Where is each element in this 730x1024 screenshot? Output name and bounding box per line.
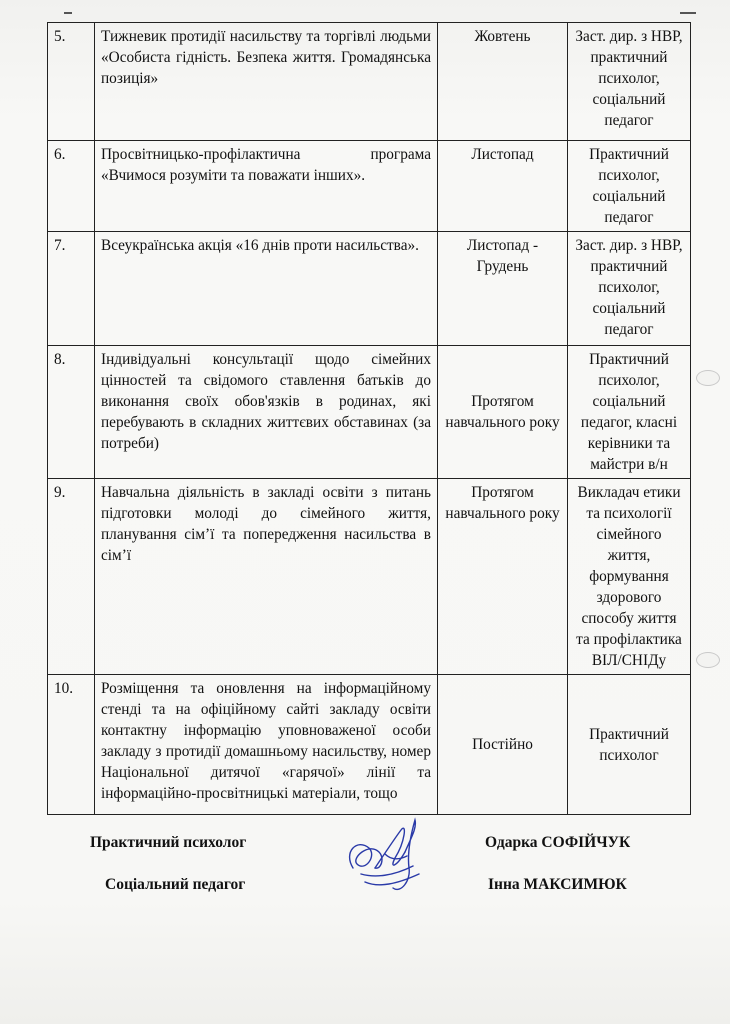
table-row xyxy=(48,479,691,675)
term-cell: Постійно xyxy=(438,675,568,815)
row-number: 5. xyxy=(48,23,95,141)
punch-hole xyxy=(696,370,720,386)
responsible-cell: Заст. дир. з НВР, практичний психолог, соціальний педагог xyxy=(568,23,691,141)
scan-mark xyxy=(64,12,72,14)
psychologist-name: Одарка СОФІЙЧУК xyxy=(485,834,631,851)
row-number: 6. xyxy=(48,141,95,232)
pedagogue-title: Соціальний педагог xyxy=(105,876,246,893)
activity-text: Всеукраїнська акція «16 днів проти насильства». xyxy=(95,232,438,346)
row-number: 9. xyxy=(48,479,95,675)
activity-text: Навчальна діяльність в закладі освіти з питань підготовки молоді до сімейного життя, планування сім’ї та попередження насильства в сім’ї xyxy=(95,479,438,675)
term-cell: Жовтень xyxy=(438,23,568,141)
row-number: 8. xyxy=(48,346,95,479)
term-cell: Протягом навчального року xyxy=(438,479,568,675)
responsible-cell: Практичний психолог, соціальний педагог, класні керівники та майстри в/н xyxy=(568,346,691,479)
punch-hole xyxy=(696,652,720,668)
psychologist-title: Практичний психолог xyxy=(90,834,247,851)
activity-text: Просвітницько-профілактична програма «Вчимося розуміти та поважати інших». xyxy=(95,141,438,232)
responsible-cell: Практичний психолог xyxy=(568,675,691,815)
handwritten-signature xyxy=(335,808,435,900)
row-number: 7. xyxy=(48,232,95,346)
responsible-cell: Практичний психолог, соціальний педагог xyxy=(568,141,691,232)
scan-mark xyxy=(680,12,696,14)
row-number: 10. xyxy=(48,675,95,815)
table-row xyxy=(48,141,691,232)
table-row xyxy=(48,675,691,815)
term-cell: Листопад xyxy=(438,141,568,232)
activities-table xyxy=(47,22,691,815)
table-row xyxy=(48,23,691,141)
activity-text: Розміщення та оновлення на інформаційному стенді та на офіційному сайті закладу освіти контактну інформацію уповноваженої особи закладу з протидії домашньому насильству, номер Національної дитячої «гарячої» лінії та інформаційно-просвітницькі матеріали, тощо xyxy=(95,675,438,815)
activity-text: Індивідуальні консультації щодо сімейних цінностей та свідомого ставлення батьків до виконання своїх обов'язків в родинах, які перебувають в складних життєвих обставинах (за потреби) xyxy=(95,346,438,479)
responsible-cell: Заст. дир. з НВР, практичний психолог, соціальний педагог xyxy=(568,232,691,346)
responsible-cell: Викладач етики та психології сімейного життя, формування здорового способу життя та профілактика ВІЛ/СНІДу xyxy=(568,479,691,675)
table-row xyxy=(48,346,691,479)
pedagogue-name: Інна МАКСИМЮК xyxy=(488,876,627,893)
activity-text: Тижневик протидії насильству та торгівлі людьми «Особиста гідність. Безпека життя. Громадянська позиція» xyxy=(95,23,438,141)
table-row xyxy=(48,232,691,346)
term-cell: Листопад - Грудень xyxy=(438,232,568,346)
term-cell: Протягом навчального року xyxy=(438,346,568,479)
